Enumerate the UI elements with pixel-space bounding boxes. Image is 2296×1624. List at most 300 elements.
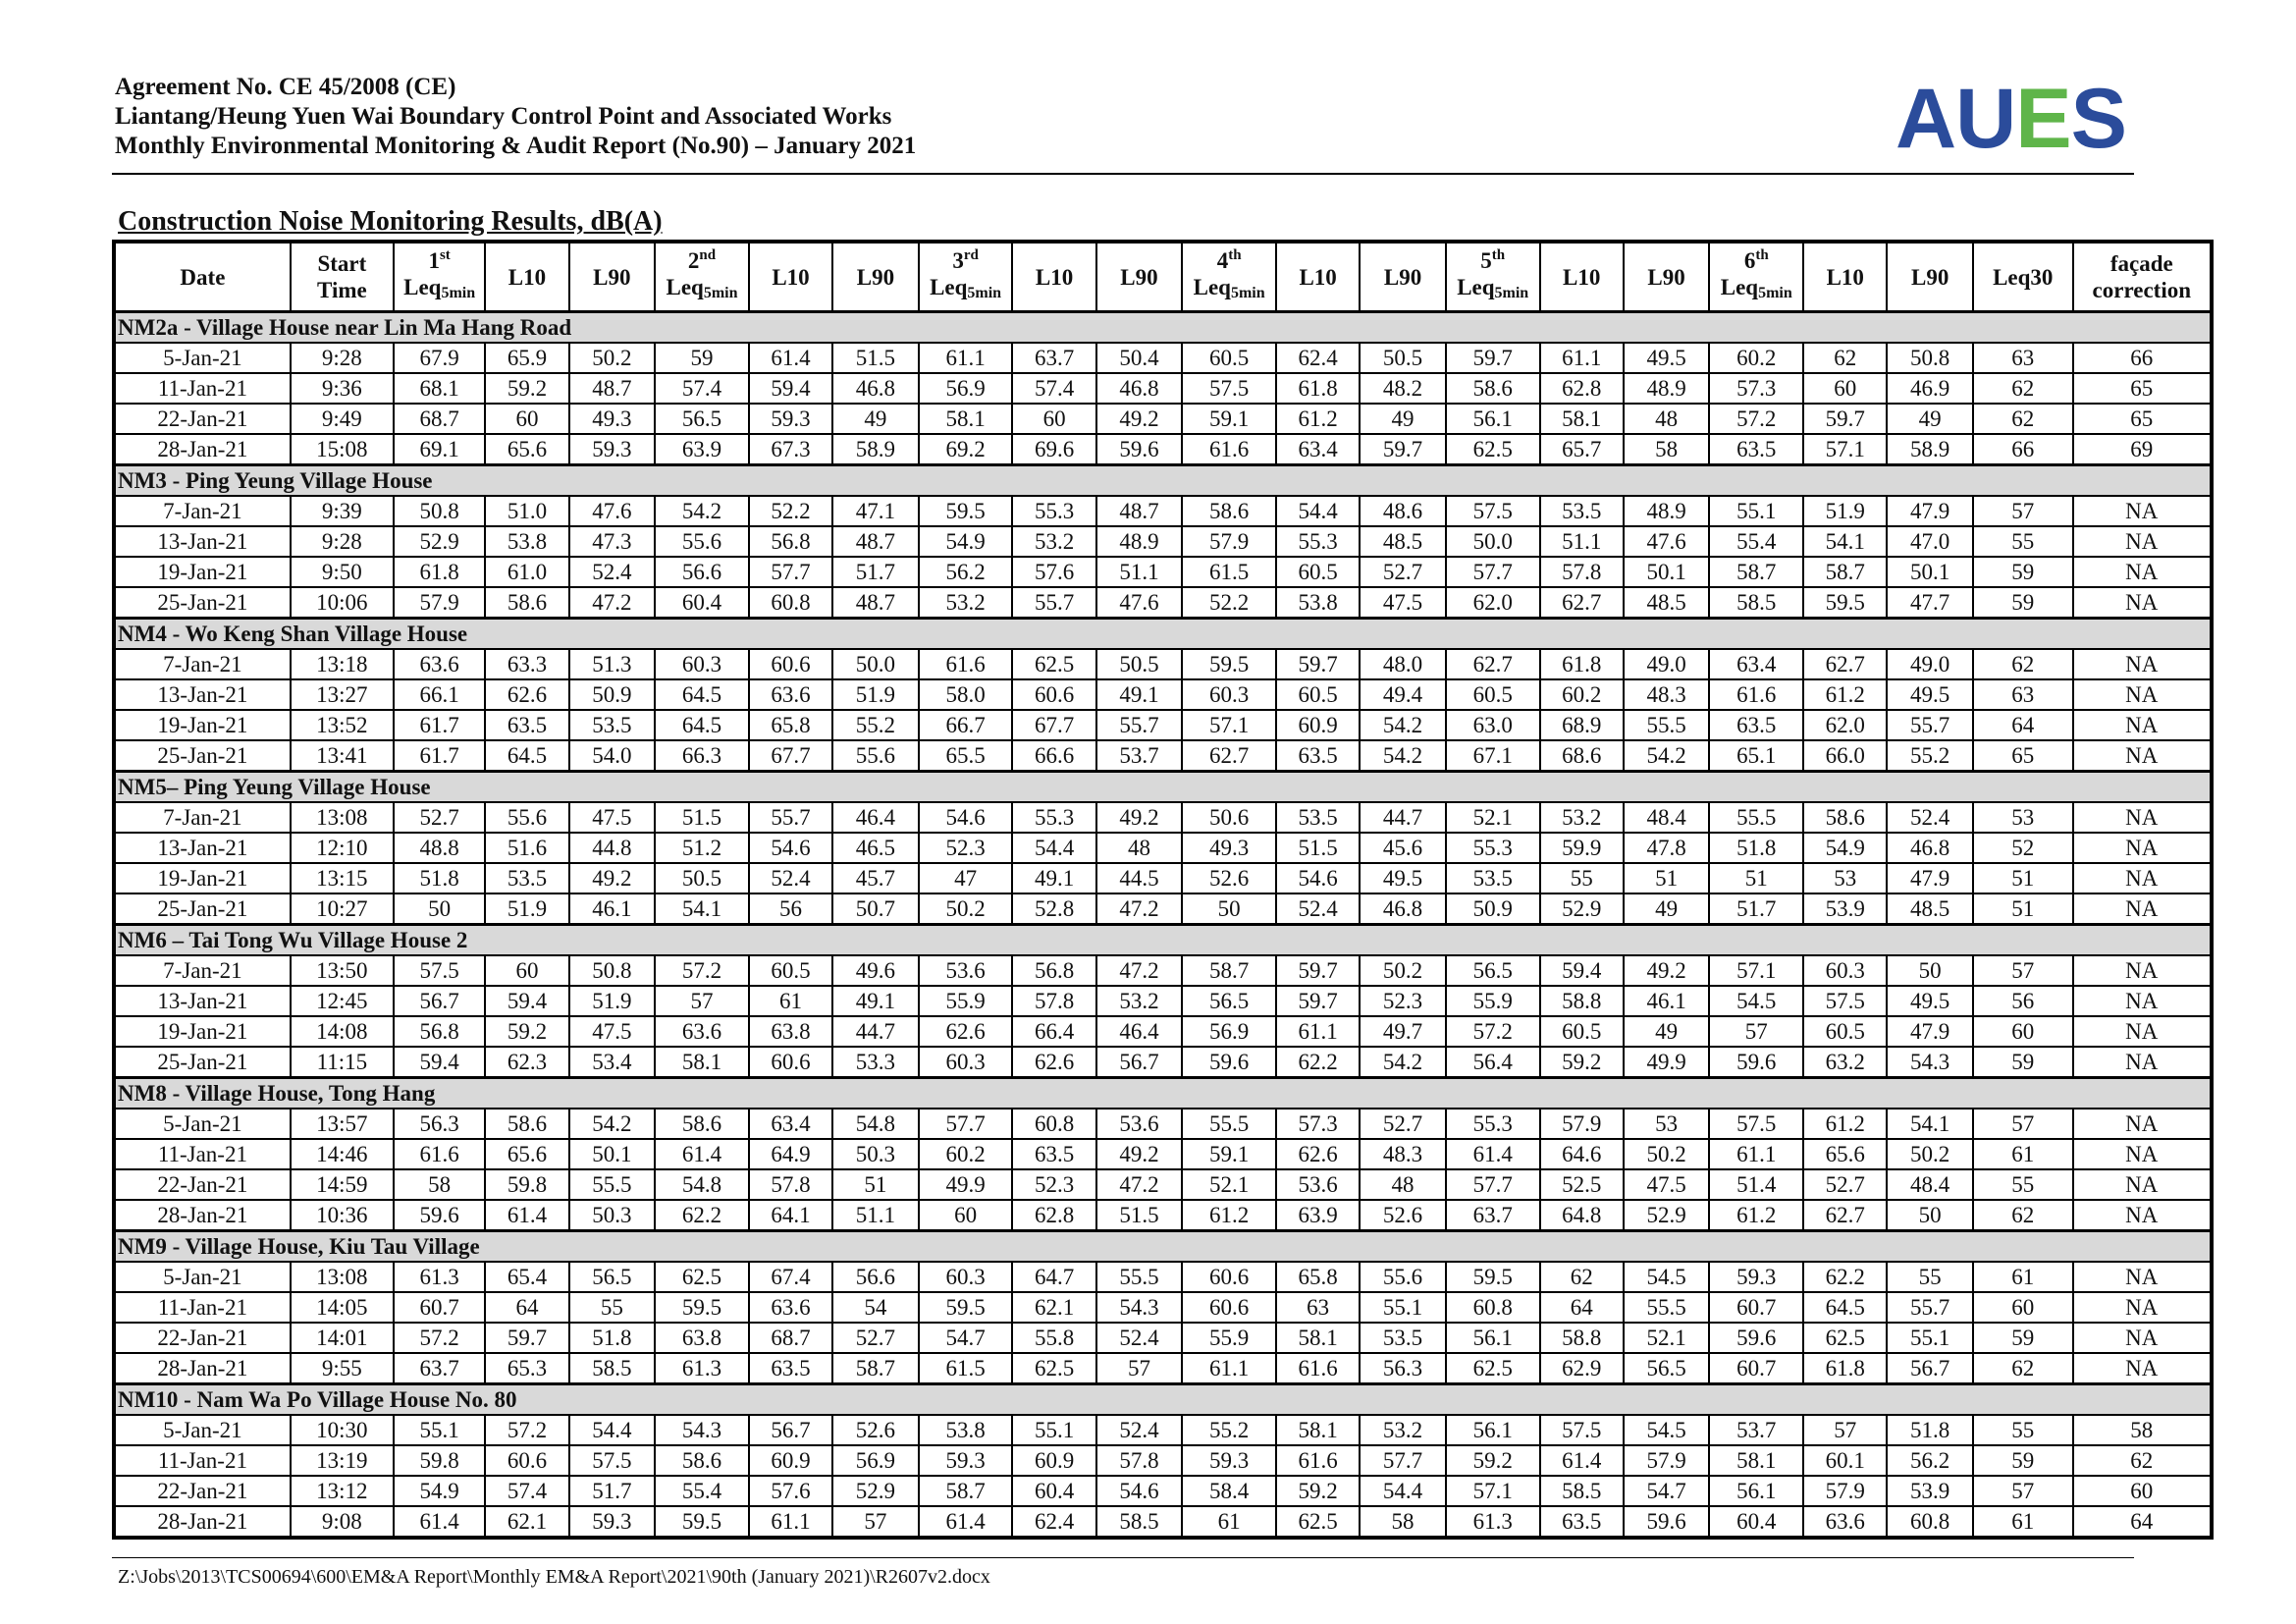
value-cell: 54.1 (1803, 526, 1887, 557)
value-cell: 54.9 (919, 526, 1013, 557)
value-cell: 59.7 (1360, 434, 1446, 465)
value-cell: 65.7 (1540, 434, 1624, 465)
value-cell: 53.8 (485, 526, 568, 557)
value-cell: 56.3 (394, 1109, 485, 1139)
value-cell: 61.3 (655, 1353, 749, 1384)
value-cell: 50.3 (832, 1139, 919, 1169)
value-cell: 59.2 (1446, 1445, 1540, 1476)
value-cell: 60.3 (919, 1047, 1013, 1078)
value-cell: 63.6 (1803, 1506, 1887, 1538)
value-cell: 53.5 (569, 710, 656, 740)
value-cell: 61.5 (919, 1353, 1013, 1384)
value-cell: 64 (1540, 1292, 1624, 1323)
value-cell: 57.8 (1540, 557, 1624, 587)
station-header-row (114, 1384, 2212, 1416)
value-cell: NA (2073, 1292, 2212, 1323)
value-cell: 66.1 (394, 679, 485, 710)
value-cell: 59.3 (1709, 1262, 1803, 1292)
value-cell: NA (2073, 587, 2212, 619)
value-cell: 55.8 (1012, 1323, 1095, 1353)
col-l10-2 (749, 242, 832, 312)
start-time-cell: 13:41 (291, 740, 394, 772)
value-cell: 50.5 (655, 863, 749, 893)
value-cell: 59.2 (485, 373, 568, 404)
date-cell: 28-Jan-21 (114, 1506, 291, 1538)
value-cell: 57.9 (394, 587, 485, 619)
value-cell: 52.4 (1276, 893, 1360, 925)
value-cell: 59.1 (1182, 1139, 1276, 1169)
value-cell: 58.1 (1276, 1323, 1360, 1353)
value-cell: 57.2 (1709, 404, 1803, 434)
value-cell: NA (2073, 710, 2212, 740)
value-cell: 67.7 (749, 740, 832, 772)
value-cell: 55.9 (1182, 1323, 1276, 1353)
value-cell: 50.1 (569, 1139, 656, 1169)
value-cell: 55 (1973, 1169, 2073, 1200)
value-cell: 58 (394, 1169, 485, 1200)
value-cell: NA (2073, 802, 2212, 833)
value-cell: 60.6 (749, 1047, 832, 1078)
value-cell: 49.4 (1360, 679, 1446, 710)
start-time-cell: 13:12 (291, 1476, 394, 1506)
value-cell: NA (2073, 833, 2212, 863)
value-cell: 63.7 (1012, 343, 1095, 373)
value-cell: 57.7 (1446, 1169, 1540, 1200)
value-cell: 60 (2073, 1476, 2212, 1506)
value-cell: 55.1 (1887, 1323, 1973, 1353)
value-cell: 48.9 (1624, 373, 1710, 404)
value-cell: 54.6 (1096, 1476, 1183, 1506)
value-cell: NA (2073, 496, 2212, 526)
value-cell: 56.1 (1446, 1323, 1540, 1353)
value-cell: 59.5 (1182, 649, 1276, 679)
col-l90-3 (1096, 242, 1183, 312)
value-cell: 55.6 (832, 740, 919, 772)
value-cell: NA (2073, 893, 2212, 925)
value-cell: 48.5 (1887, 893, 1973, 925)
value-cell: 54.5 (1624, 1415, 1710, 1445)
col-leq5min-4 (1182, 242, 1276, 312)
value-cell: 60.6 (1012, 679, 1095, 710)
value-cell: NA (2073, 1169, 2212, 1200)
value-cell: 57 (832, 1506, 919, 1538)
value-cell: 61.5 (1182, 557, 1276, 587)
value-cell: 60.9 (1012, 1445, 1095, 1476)
value-cell: 49.3 (569, 404, 656, 434)
table-row (114, 404, 2212, 434)
value-cell: 61.2 (1182, 1200, 1276, 1231)
table-row (114, 1506, 2212, 1538)
value-cell: 58.5 (1096, 1506, 1183, 1538)
value-cell: 58.1 (919, 404, 1013, 434)
value-cell: 57.5 (569, 1445, 656, 1476)
value-cell: 62.6 (485, 679, 568, 710)
value-cell: 68.6 (1540, 740, 1624, 772)
value-cell: 58.1 (655, 1047, 749, 1078)
value-cell: 54.2 (1624, 740, 1710, 772)
table-row (114, 710, 2212, 740)
value-cell: 55.6 (485, 802, 568, 833)
value-cell: 58.8 (1540, 1323, 1624, 1353)
value-cell: 68.1 (394, 373, 485, 404)
value-cell: 44.8 (569, 833, 656, 863)
value-cell: 54.7 (1624, 1476, 1710, 1506)
value-cell: 48.4 (1624, 802, 1710, 833)
value-cell: 61.1 (1182, 1353, 1276, 1384)
value-cell: 62.7 (1803, 649, 1887, 679)
value-cell: 58.1 (1709, 1445, 1803, 1476)
value-cell: 51.5 (832, 343, 919, 373)
value-cell: 66.4 (1012, 1016, 1095, 1047)
value-cell: 65 (2073, 404, 2212, 434)
value-cell: 55.1 (1012, 1415, 1095, 1445)
start-time-cell: 12:10 (291, 833, 394, 863)
value-cell: 55.3 (1012, 496, 1095, 526)
value-cell: 55.6 (1360, 1262, 1446, 1292)
value-cell: 59.6 (394, 1200, 485, 1231)
value-cell: 66.7 (919, 710, 1013, 740)
value-cell: 51.5 (655, 802, 749, 833)
value-cell: 63.5 (1709, 434, 1803, 465)
value-cell: 58.6 (485, 1109, 568, 1139)
value-cell: 57.7 (749, 557, 832, 587)
value-cell: 62.7 (1803, 1200, 1887, 1231)
value-cell: 47.1 (832, 496, 919, 526)
value-cell: 55.5 (1096, 1262, 1183, 1292)
station-name: NM5– Ping Yeung Village House (114, 772, 2212, 803)
start-time-cell: 9:28 (291, 343, 394, 373)
value-cell: 47.5 (569, 1016, 656, 1047)
value-cell: 59.7 (1803, 404, 1887, 434)
value-cell: 66 (1973, 434, 2073, 465)
ordinal-suffix: nd (699, 247, 717, 263)
value-cell: 49.3 (1182, 833, 1276, 863)
value-cell: 52.5 (1540, 1169, 1624, 1200)
value-cell: 61.4 (485, 1200, 568, 1231)
value-cell: 55.3 (1276, 526, 1360, 557)
value-cell: 52.1 (1182, 1169, 1276, 1200)
value-cell: NA (2073, 863, 2212, 893)
facade-label: façade (2109, 251, 2173, 276)
value-cell: 59 (1973, 587, 2073, 619)
col-date-label: Date (180, 264, 226, 290)
date-cell: 25-Jan-21 (114, 1047, 291, 1078)
noise-results-table (112, 240, 2214, 1540)
value-cell: 56.8 (1012, 955, 1095, 986)
value-cell: 48 (1624, 404, 1710, 434)
value-cell: NA (2073, 1139, 2212, 1169)
value-cell: 60.2 (1540, 679, 1624, 710)
start-time-cell: 13:18 (291, 649, 394, 679)
value-cell: 64.5 (1803, 1292, 1887, 1323)
value-cell: NA (2073, 1047, 2212, 1078)
value-cell: 54.1 (1887, 1109, 1973, 1139)
value-cell: 61 (749, 986, 832, 1016)
value-cell: 60 (1803, 373, 1887, 404)
table-row (114, 373, 2212, 404)
start-time-cell: 15:08 (291, 434, 394, 465)
value-cell: 56.6 (655, 557, 749, 587)
value-cell: 58.7 (1803, 557, 1887, 587)
value-cell: 59.7 (1446, 343, 1540, 373)
value-cell: 63.5 (1540, 1506, 1624, 1538)
value-cell: 61 (1182, 1506, 1276, 1538)
value-cell: 57.1 (1709, 955, 1803, 986)
col-l10-3 (1012, 242, 1095, 312)
value-cell: 57.3 (1276, 1109, 1360, 1139)
value-cell: 54.9 (1803, 833, 1887, 863)
value-cell: 58.6 (655, 1445, 749, 1476)
correction-label: correction (2092, 278, 2191, 302)
value-cell: 61.1 (1276, 1016, 1360, 1047)
value-cell: 62.5 (1276, 1506, 1360, 1538)
value-cell: 49 (1887, 404, 1973, 434)
value-cell: 58.5 (1709, 587, 1803, 619)
value-cell: 63.4 (1276, 434, 1360, 465)
value-cell: 64 (1973, 710, 2073, 740)
value-cell: 51.0 (485, 496, 568, 526)
value-cell: 49.5 (1624, 343, 1710, 373)
col-time-label: Time (317, 278, 367, 302)
value-cell: 54.4 (569, 1415, 656, 1445)
value-cell: 56.5 (1624, 1353, 1710, 1384)
value-cell: 44.7 (1360, 802, 1446, 833)
value-cell: 50.6 (1182, 802, 1276, 833)
value-cell: 49.2 (1096, 404, 1183, 434)
value-cell: 52.4 (569, 557, 656, 587)
value-cell: 62.9 (1540, 1353, 1624, 1384)
value-cell: 46.8 (1360, 893, 1446, 925)
value-cell: 67.1 (1446, 740, 1540, 772)
value-cell: 65.1 (1709, 740, 1803, 772)
value-cell: 55 (569, 1292, 656, 1323)
date-cell: 22-Jan-21 (114, 1323, 291, 1353)
value-cell: 54.3 (1096, 1292, 1183, 1323)
value-cell: 56.1 (1446, 404, 1540, 434)
date-cell: 5-Jan-21 (114, 1262, 291, 1292)
value-cell: 53.7 (1096, 740, 1183, 772)
value-cell: 57.2 (655, 955, 749, 986)
value-cell: 53 (1624, 1109, 1710, 1139)
value-cell: 53.4 (569, 1047, 656, 1078)
table-row (114, 526, 2212, 557)
value-cell: 49 (1624, 1016, 1710, 1047)
value-cell: 59.5 (655, 1506, 749, 1538)
value-cell: 58.9 (1887, 434, 1973, 465)
col-l90-1 (569, 242, 656, 312)
value-cell: 44.5 (1096, 863, 1183, 893)
value-cell: 52.6 (1360, 1200, 1446, 1231)
value-cell: 61 (1973, 1139, 2073, 1169)
value-cell: 54.2 (655, 496, 749, 526)
value-cell: 56.7 (394, 986, 485, 1016)
value-cell: 57.1 (1182, 710, 1276, 740)
value-cell: 59.5 (1803, 587, 1887, 619)
value-cell: 46.1 (569, 893, 656, 925)
value-cell: 49.0 (1624, 649, 1710, 679)
value-cell: 58.6 (1182, 496, 1276, 526)
value-cell: 52.9 (394, 526, 485, 557)
value-cell: 62.5 (1012, 649, 1095, 679)
value-cell: 60.5 (1540, 1016, 1624, 1047)
value-cell: 69 (2073, 434, 2212, 465)
value-cell: 49.2 (569, 863, 656, 893)
value-cell: 46.8 (832, 373, 919, 404)
value-cell: 47.0 (1887, 526, 1973, 557)
value-cell: 54.0 (569, 740, 656, 772)
value-cell: 57.1 (1446, 1476, 1540, 1506)
value-cell: 66 (2073, 343, 2212, 373)
header-divider (112, 173, 2134, 175)
value-cell: 60 (1012, 404, 1095, 434)
station-header-row (114, 1078, 2212, 1110)
value-cell: 57.9 (1182, 526, 1276, 557)
value-cell: 68.7 (394, 404, 485, 434)
value-cell: 47.6 (1096, 587, 1183, 619)
value-cell: NA (2073, 526, 2212, 557)
value-cell: 56.3 (1360, 1353, 1446, 1384)
table-row (114, 496, 2212, 526)
value-cell: 46.8 (1096, 373, 1183, 404)
date-cell: 28-Jan-21 (114, 1353, 291, 1384)
value-cell: 57 (1709, 1016, 1803, 1047)
value-cell: 52.4 (1096, 1323, 1183, 1353)
value-cell: 56.8 (394, 1016, 485, 1047)
value-cell: 58.9 (832, 434, 919, 465)
date-cell: 19-Jan-21 (114, 863, 291, 893)
value-cell: 56.1 (1709, 1476, 1803, 1506)
value-cell: NA (2073, 955, 2212, 986)
value-cell: 60.9 (1276, 710, 1360, 740)
date-cell: 25-Jan-21 (114, 893, 291, 925)
value-cell: 62 (1973, 1353, 2073, 1384)
value-cell: 48.8 (394, 833, 485, 863)
col-leq30 (1973, 242, 2073, 312)
value-cell: 65 (1973, 740, 2073, 772)
value-cell: 62 (1540, 1262, 1624, 1292)
value-cell: 52.3 (1360, 986, 1446, 1016)
value-cell: 51.5 (1276, 833, 1360, 863)
value-cell: 50.9 (569, 679, 656, 710)
value-cell: 65.8 (1276, 1262, 1360, 1292)
value-cell: 63 (1973, 679, 2073, 710)
value-cell: 61.4 (394, 1506, 485, 1538)
value-cell: 62.6 (1012, 1047, 1095, 1078)
value-cell: 59.6 (1182, 1047, 1276, 1078)
value-cell: 61.4 (655, 1139, 749, 1169)
value-cell: 60.4 (655, 587, 749, 619)
col-l10-6 (1803, 242, 1887, 312)
value-cell: 61 (1973, 1262, 2073, 1292)
value-cell: 60.5 (1446, 679, 1540, 710)
date-cell: 22-Jan-21 (114, 1169, 291, 1200)
value-cell: 59 (1973, 1445, 2073, 1476)
value-cell: 61.2 (1709, 1200, 1803, 1231)
value-cell: 48 (1096, 833, 1183, 863)
value-cell: 52.7 (1803, 1169, 1887, 1200)
value-cell: 48.5 (1624, 587, 1710, 619)
start-time-cell: 12:45 (291, 986, 394, 1016)
value-cell: 57.8 (1012, 986, 1095, 1016)
date-cell: 19-Jan-21 (114, 710, 291, 740)
value-cell: 65.3 (485, 1353, 568, 1384)
value-cell: 63.7 (1446, 1200, 1540, 1231)
value-cell: 55.3 (1012, 802, 1095, 833)
l90-label: L90 (593, 264, 631, 290)
value-cell: 48.3 (1624, 679, 1710, 710)
start-time-cell: 10:27 (291, 893, 394, 925)
value-cell: 50 (394, 893, 485, 925)
value-cell: 55.2 (832, 710, 919, 740)
l10-label: L10 (1826, 264, 1864, 290)
l90-label: L90 (1120, 264, 1158, 290)
value-cell: 57.9 (1540, 1109, 1624, 1139)
value-cell: 47.8 (1624, 833, 1710, 863)
value-cell: 61 (1973, 1506, 2073, 1538)
value-cell: 53.5 (485, 863, 568, 893)
value-cell: 59.8 (394, 1445, 485, 1476)
table-row (114, 833, 2212, 863)
value-cell: 53.5 (1360, 1323, 1446, 1353)
value-cell: 53.2 (1360, 1415, 1446, 1445)
value-cell: 65.8 (749, 710, 832, 740)
value-cell: 47.2 (1096, 1169, 1183, 1200)
table-row (114, 434, 2212, 465)
value-cell: 50.1 (1887, 557, 1973, 587)
value-cell: 65.9 (485, 343, 568, 373)
value-cell: 65.6 (485, 434, 568, 465)
value-cell: 54.4 (1360, 1476, 1446, 1506)
col-leq5min-1 (394, 242, 485, 312)
table-header-row (114, 242, 2212, 312)
value-cell: 50.1 (1624, 557, 1710, 587)
value-cell: 60.8 (749, 587, 832, 619)
value-cell: 55.4 (1709, 526, 1803, 557)
value-cell: 49.2 (1624, 955, 1710, 986)
date-cell: 7-Jan-21 (114, 649, 291, 679)
value-cell: 54.9 (394, 1476, 485, 1506)
l90-label: L90 (1647, 264, 1685, 290)
value-cell: 53.6 (1096, 1109, 1183, 1139)
value-cell: 52.8 (1012, 893, 1095, 925)
value-cell: 66.3 (655, 740, 749, 772)
start-time-cell: 9:49 (291, 404, 394, 434)
value-cell: 52.9 (1540, 893, 1624, 925)
date-cell: 7-Jan-21 (114, 955, 291, 986)
leq-subscript: 5min (1758, 285, 1792, 301)
leq-subscript: 5min (1230, 285, 1265, 301)
value-cell: 51.6 (485, 833, 568, 863)
leq-subscript: 5min (967, 285, 1002, 301)
value-cell: 56 (749, 893, 832, 925)
value-cell: 59.4 (485, 986, 568, 1016)
value-cell: 63.6 (749, 679, 832, 710)
value-cell: 64.5 (485, 740, 568, 772)
value-cell: 56.6 (832, 1262, 919, 1292)
ordinal-suffix: st (439, 247, 451, 263)
value-cell: 69.6 (1012, 434, 1095, 465)
value-cell: 60.3 (1803, 955, 1887, 986)
value-cell: 63.9 (1276, 1200, 1360, 1231)
value-cell: 51.9 (832, 679, 919, 710)
value-cell: 60.6 (749, 649, 832, 679)
date-cell: 25-Jan-21 (114, 587, 291, 619)
l90-label: L90 (1910, 264, 1949, 290)
leq-label: Leq (930, 275, 968, 299)
date-cell: 19-Jan-21 (114, 557, 291, 587)
value-cell: 52.6 (832, 1415, 919, 1445)
value-cell: 51.1 (1096, 557, 1183, 587)
